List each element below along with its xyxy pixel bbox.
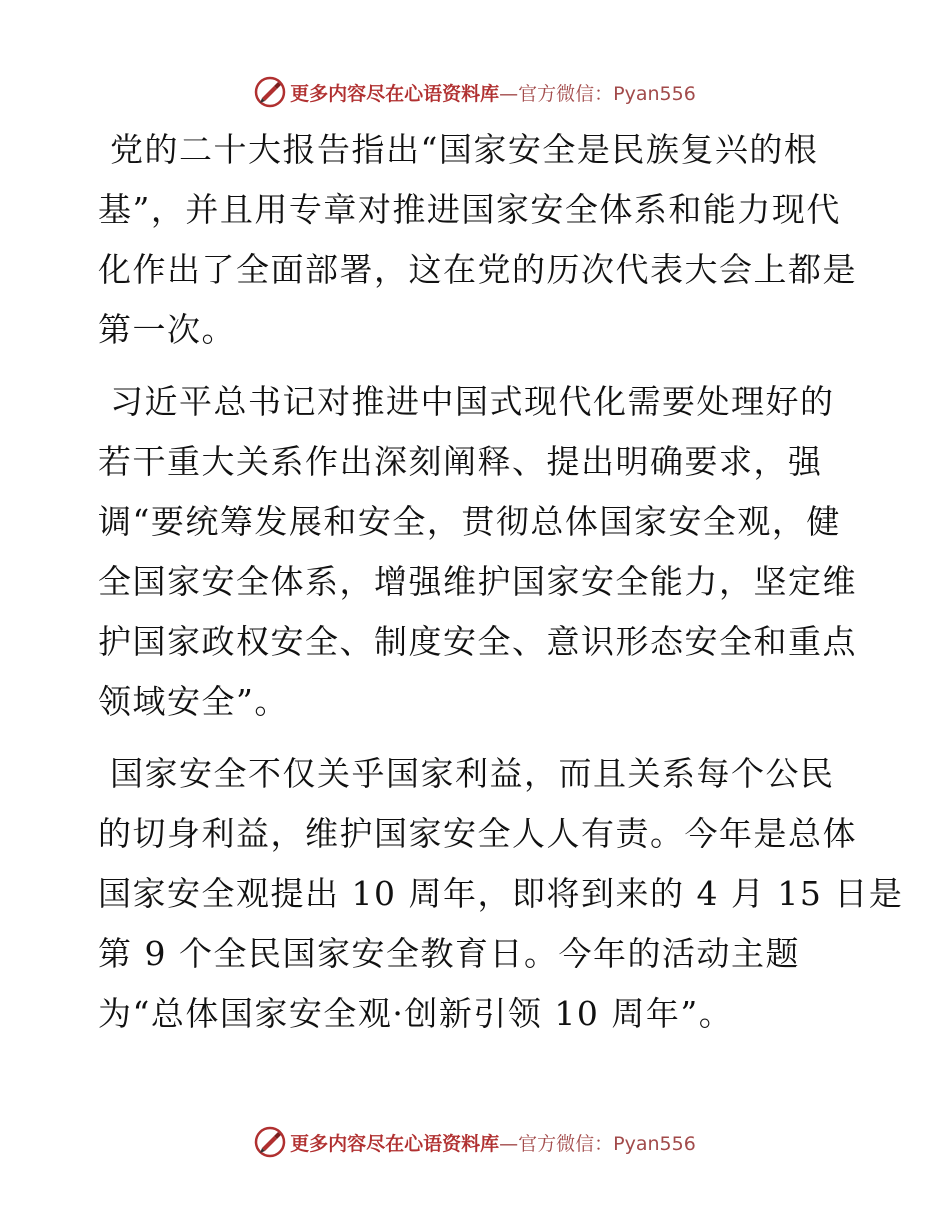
paragraph-line: 调“要统筹发展和安全，贯彻总体国家安全观，健: [98, 502, 841, 541]
paragraph-line: 化作出了全面部署，这在党的历次代表大会上都是: [98, 250, 857, 289]
paragraph-line: 国家安全不仅关乎国家利益，而且关系每个公民: [110, 754, 835, 793]
book-pen-logo-icon: [254, 1126, 286, 1158]
paragraph-line: 党的二十大报告指出“国家安全是民族复兴的根: [110, 130, 819, 169]
paragraph-line: 的切身利益，维护国家安全人人有责。今年是总体: [98, 814, 857, 853]
paragraph-line: 基”，并且用专章对推进国家安全体系和能力现代: [98, 190, 841, 229]
paragraph-line: 护国家政权安全、制度安全、意识形态安全和重点: [98, 622, 857, 661]
paragraph-line: 全国家安全体系，增强维护国家安全能力，坚定维: [98, 562, 857, 601]
paragraph-2: [98, 372, 858, 732]
header-banner: [0, 72, 950, 112]
banner-text-main: 更多内容尽在心语资料库: [290, 82, 500, 105]
banner-text: [290, 1129, 696, 1156]
paragraph-line: 若干重大关系作出深刻阐释、提出明确要求，强: [98, 442, 823, 481]
paragraph-line: 第一次。: [98, 310, 236, 349]
paragraph-line: 领域安全”。: [98, 682, 289, 721]
footer-banner: [0, 1122, 950, 1162]
banner-text-wechat: —官方微信：Pyan556: [499, 82, 696, 105]
paragraph-line: 第 9 个全民国家安全教育日。今年的活动主题: [98, 934, 800, 973]
document-body: [98, 120, 904, 1056]
paragraph-3: [98, 744, 904, 1044]
banner-text: [290, 79, 696, 106]
banner-text-main: 更多内容尽在心语资料库: [290, 1132, 500, 1155]
paragraph-line: 为“总体国家安全观·创新引领 10 周年”。: [98, 994, 734, 1033]
book-pen-logo-icon: [254, 76, 286, 108]
banner-text-wechat: —官方微信：Pyan556: [499, 1132, 696, 1155]
paragraph-line: 习近平总书记对推进中国式现代化需要处理好的: [110, 382, 835, 421]
paragraph-1: [98, 120, 858, 360]
paragraph-line: 国家安全观提出 10 周年，即将到来的 4 月 15 日是: [98, 874, 904, 913]
